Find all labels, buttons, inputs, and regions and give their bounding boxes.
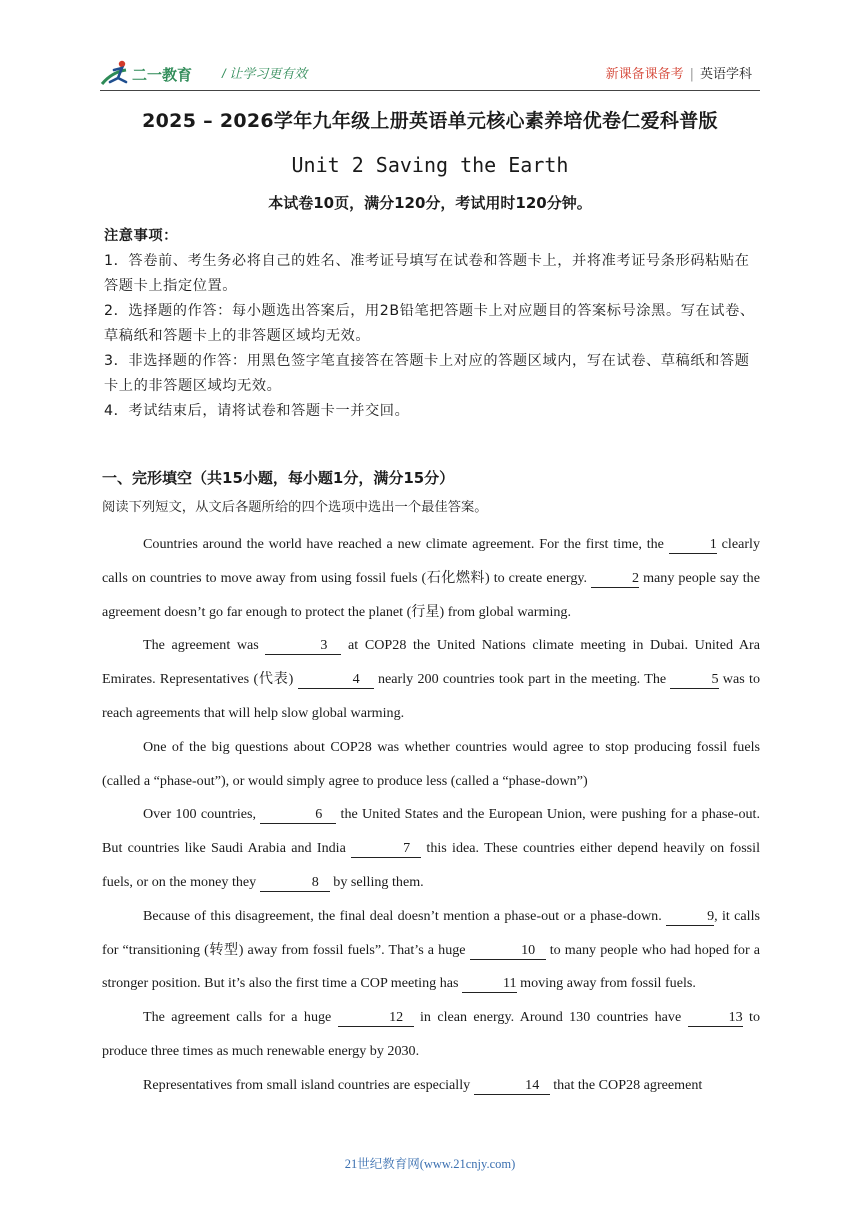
- paragraph: Because of this disagreement, the final deal doesn’t mention a phase-out or a phase-down. 9, it calls for “transitioning (转型) away from fossil fuels”. That’s a huge 10 to many people who had hoped for a stronger position. But it’s also the first time a COP meeting has 11 moving away from fossil fuels.: [102, 907, 761, 992]
- header-separator: |: [689, 67, 694, 82]
- notice-item: 1．答卷前、考生务必将自己的姓名、准考证号填写在试卷和答题卡上，并将准考证号条形码粘贴在答题卡上指定位置。: [104, 253, 750, 294]
- paragraph: The agreement calls for a huge 12 in clean energy. Around 130 countries have 13 to produce three times as much renewable energy by 2030.: [102, 1009, 761, 1059]
- paragraph: The agreement was 3 at COP28 the United Nations climate meeting in Dubai. United Ara Emirates. Representatives (代表) 4 nearly 200 countries took part in the meeting. The 5 was to reach agreements that will help slow global warming.: [102, 637, 760, 721]
- blank-7: 7: [351, 839, 421, 858]
- notice-item: 2．选择题的作答：每小题选出答案后，用2B铅笔把答题卡上对应题目的答案标号涂黑。写在试卷、草稿纸和答题卡上的非答题区域均无效。: [104, 303, 755, 344]
- notice-item: 3．非选择题的作答：用黑色签字笔直接答在答题卡上对应的答题区域内，写在试卷、草稿纸和答题卡上的非答题区域均无效。: [104, 353, 750, 394]
- header-divider: [100, 90, 760, 91]
- header-subject-label: 英语学科: [699, 67, 752, 82]
- notice-block: [104, 224, 764, 424]
- notice-heading: 注意事项：: [104, 228, 178, 244]
- blank-1: 1: [669, 535, 717, 554]
- unit-title: Unit 2 Saving the Earth: [291, 153, 569, 177]
- section-heading: 一、完形填空（共15小题，每小题1分，满分15分）: [102, 469, 455, 487]
- exam-title: 2025 – 2026学年九年级上册英语单元核心素养培优卷仁爱科普版: [142, 110, 718, 132]
- header-slogan: / 让学习更有效: [222, 66, 308, 81]
- blank-13: 13: [688, 1008, 743, 1027]
- paragraph: Representatives from small island countries are especially 14 that the COP28 agreement: [143, 1076, 703, 1093]
- blank-2: 2: [591, 569, 639, 588]
- blank-5: 5: [670, 670, 718, 689]
- header-course-label: 新课备课备考: [605, 67, 684, 82]
- blank-14: 14: [474, 1076, 550, 1095]
- blank-11: 11: [462, 974, 517, 993]
- page-footer: 21世纪教育网(www.21cnjy.com): [344, 1157, 516, 1171]
- blank-12: 12: [338, 1008, 414, 1027]
- paragraph: Over 100 countries, 6 the United States and the European Union, were pushing for a phase-out. But countries like Saudi Arabia and India 7 this idea. These countries either depend heavily on fossil fuels, or on the money they 8 by selling them.: [102, 806, 760, 890]
- blank-10: 10: [470, 941, 546, 960]
- paragraph: Countries around the world have reached a new climate agreement. For the first time, the 1 clearly calls on countries to move away from using fossil fuels (石化燃料) to create energy. 2 many people say the agreement doesn’t go far enough to protect the planet (行星) from global warming.: [102, 536, 760, 620]
- logo-text: 二一教育: [132, 66, 193, 84]
- blank-4: 4: [298, 670, 374, 689]
- cloze-passage: [102, 528, 760, 1103]
- logo: [100, 58, 212, 88]
- exam-info: 本试卷10页，满分120分，考试用时120分钟。: [268, 194, 592, 212]
- notice-item: 4．考试结束后，请将试卷和答题卡一并交回。: [104, 403, 410, 419]
- page-header: [100, 58, 760, 88]
- blank-8: 8: [260, 873, 330, 892]
- blank-3: 3: [265, 636, 341, 655]
- blank-6: 6: [260, 805, 336, 824]
- paragraph: One of the big questions about COP28 was whether countries would agree to stop producing fossil fuels (called a “phase-out”), or would simply agree to produce less (called a “phase-down”): [102, 738, 760, 789]
- blank-9: 9: [666, 907, 714, 926]
- section-instruction: 阅读下列短文，从文后各题所给的四个选项中选出一个最佳答案。: [102, 500, 488, 515]
- header-subject: [606, 63, 752, 82]
